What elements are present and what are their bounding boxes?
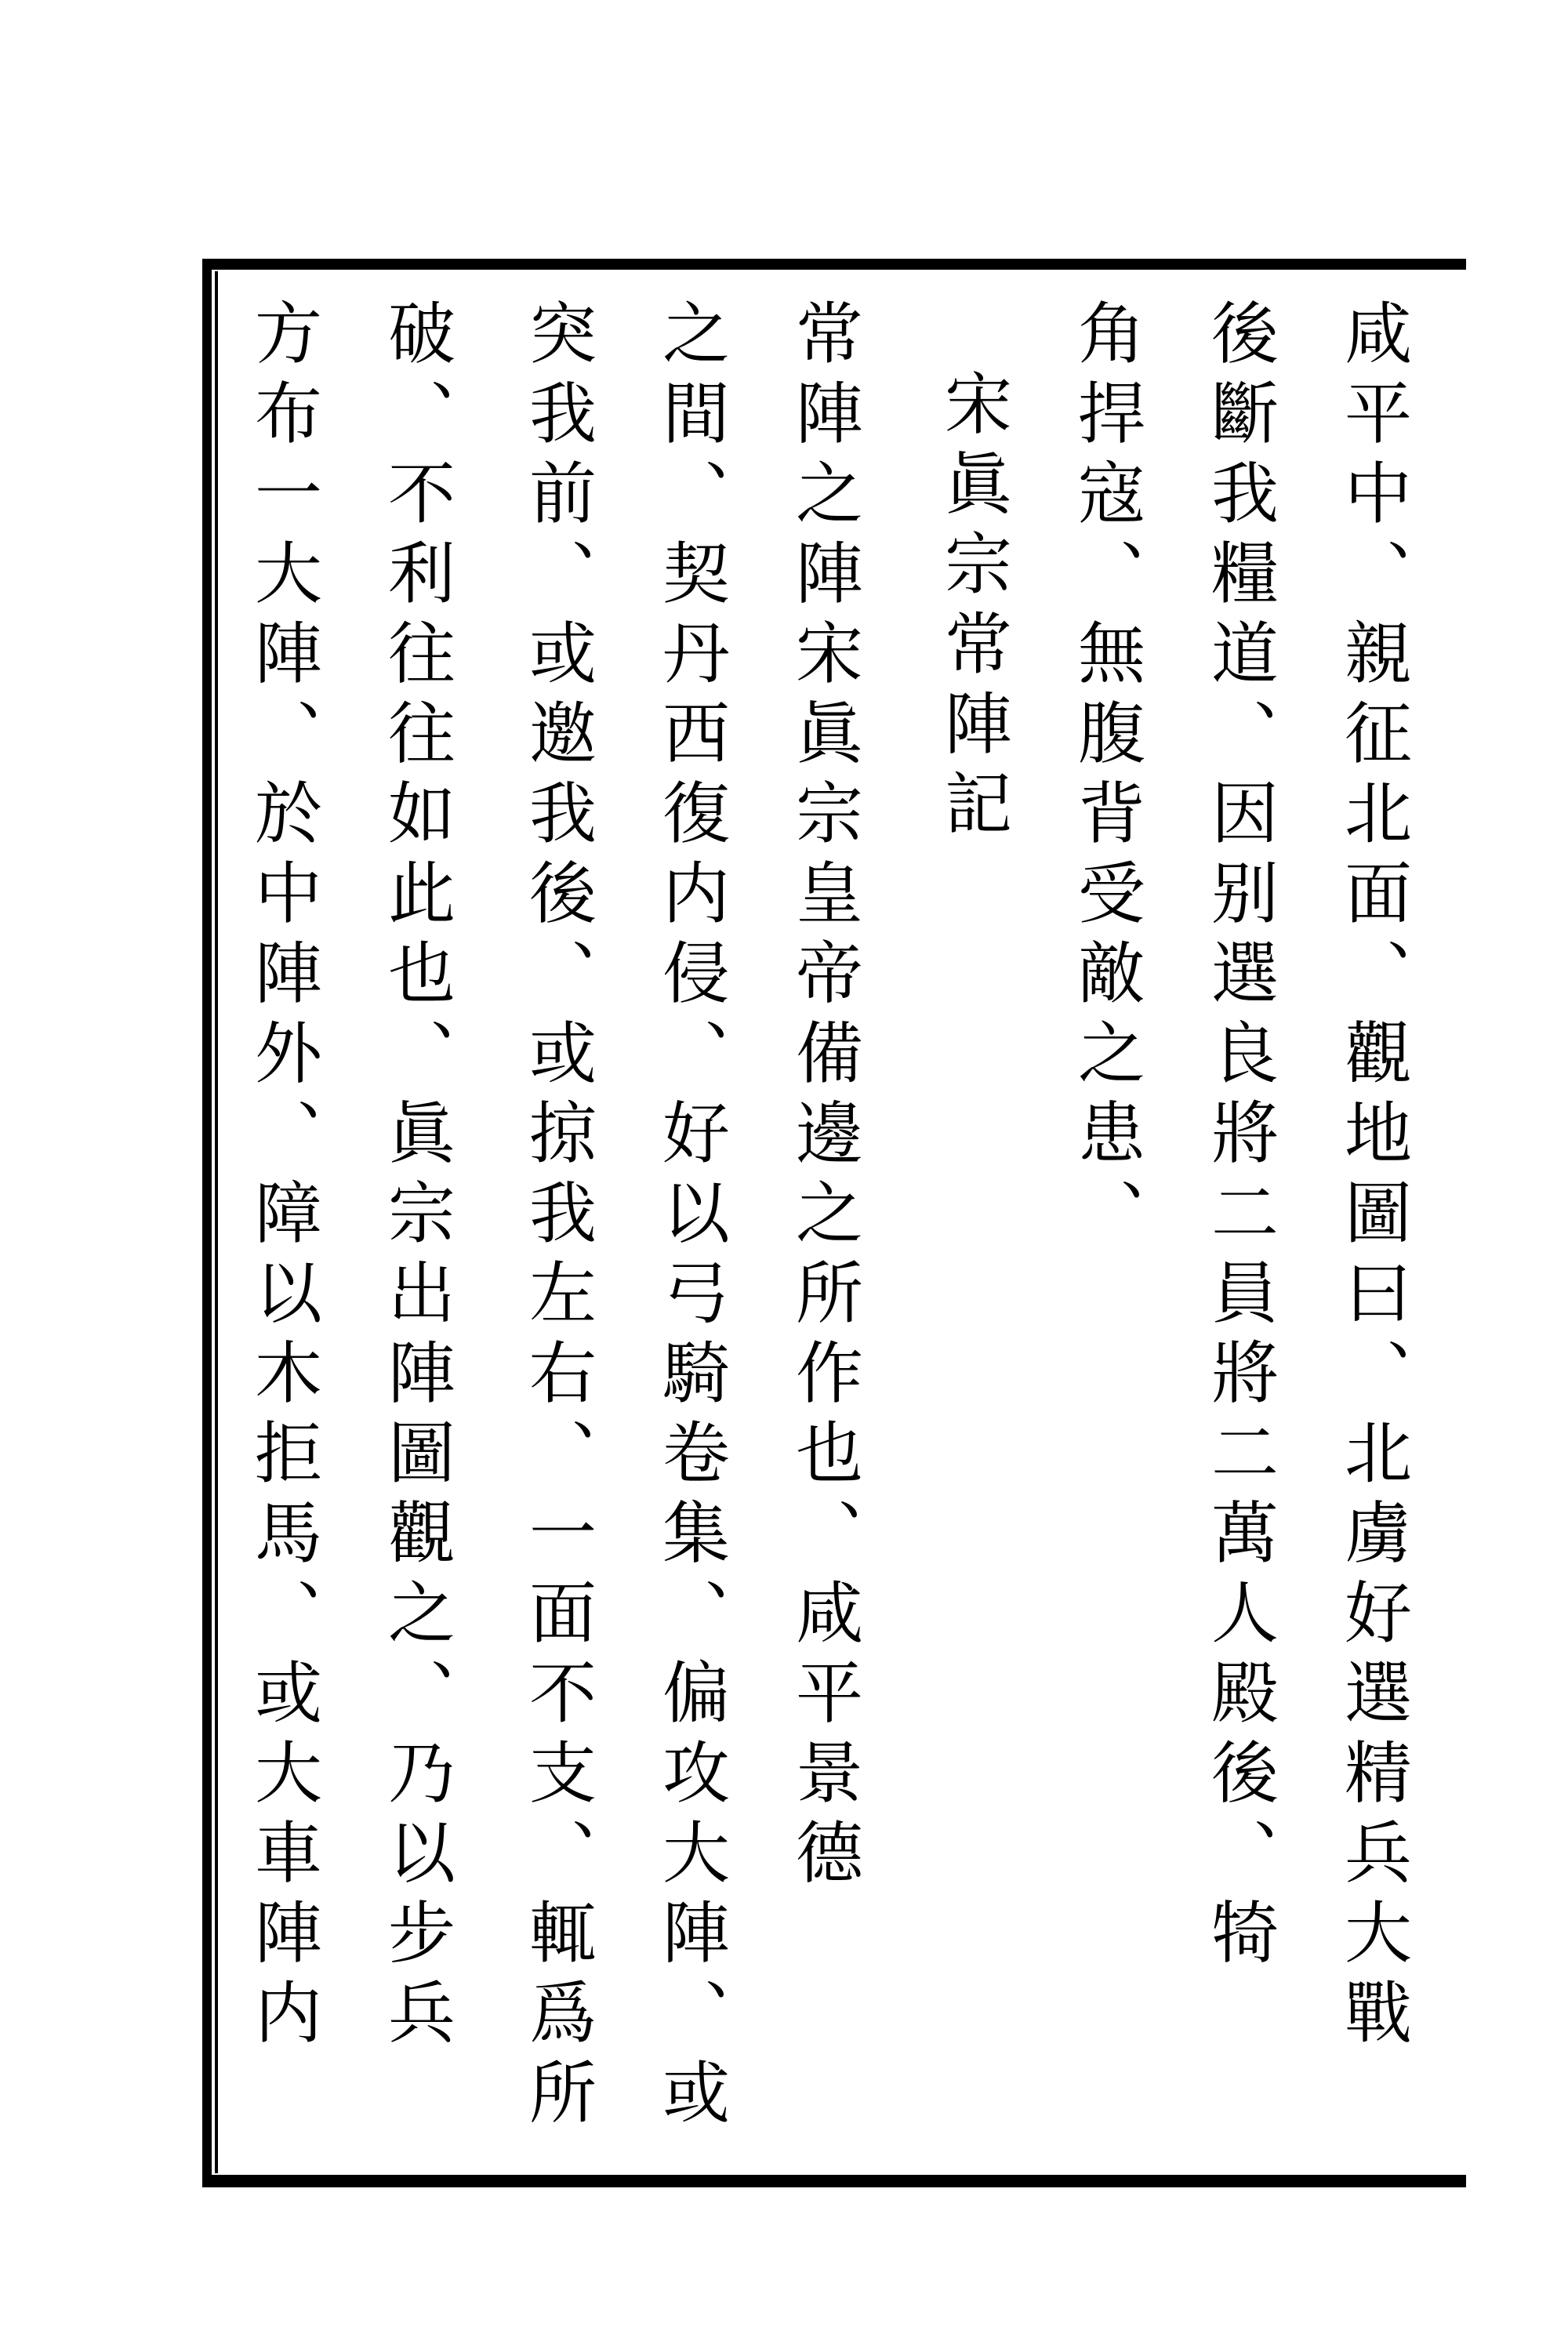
inner-rule (215, 271, 218, 2173)
text-column-5: 常陣之陣宋眞宗皇帝備邊之所作也、咸平景德 (784, 298, 862, 1897)
text-column-6: 之間、契丹西復内侵、好以弓騎卷集、偏攻大陣、或 (651, 298, 729, 2137)
text-column-9: 方布一大陣、於中陣外、障以木拒馬、或大車陣内 (243, 298, 321, 2057)
section-title: 宋眞宗常陣記 (933, 368, 1011, 848)
text-column-8: 破、不利往往如此也、眞宗出陣圖觀之、乃以步兵 (376, 298, 455, 2057)
text-column-2: 後斷我糧道、因别選良將二員將二萬人殿後、犄 (1200, 298, 1278, 1977)
text-column-7: 突我前、或邀我後、或掠我左右、一面不支、輒爲所 (517, 298, 596, 2137)
text-column-1: 咸平中、親征北面、觀地圖曰、北虜好選精兵大戰 (1333, 298, 1411, 2057)
text-column-3: 角捍寇、無腹背受敵之患、 (1066, 298, 1145, 1258)
